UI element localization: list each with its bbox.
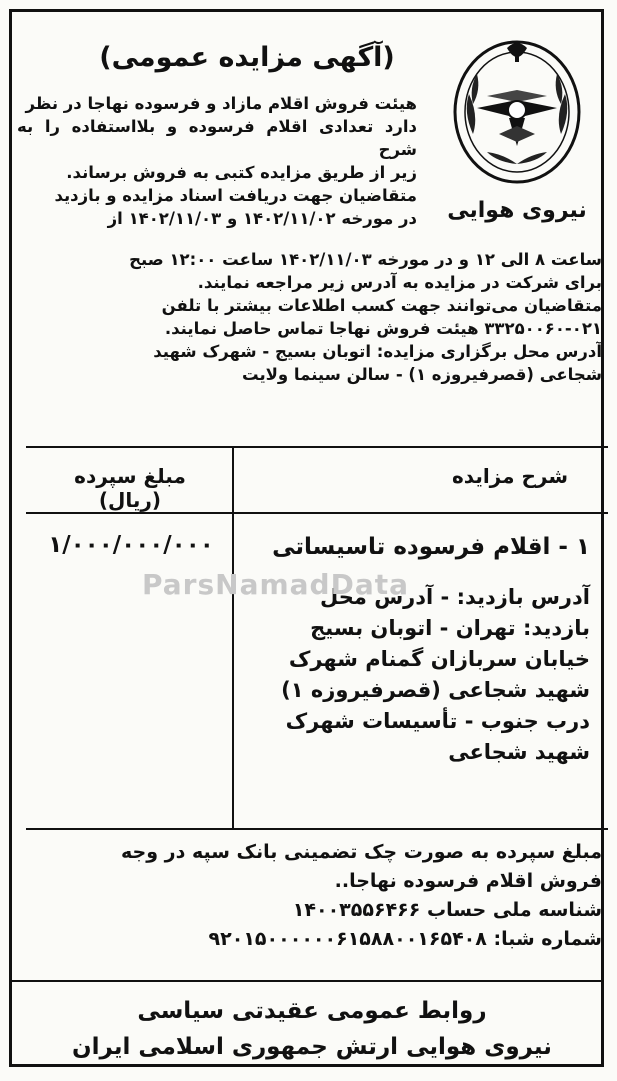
auction-table [26,446,608,830]
account-id: شناسه ملی حساب ۱۴۰۰۳۵۵۶۴۶۶ [292,899,602,921]
address-line: درب جنوب - تأسیسات شهرک [285,709,590,733]
body-line: ۳۳۲۵۰۰۶۰-۰۲۱ هیئت فروش نهاجا تماس حاصل نمایند. [164,319,602,338]
header-deposit: مبلغ سپرده (ریال) [74,464,186,512]
body-line: شجاعی (قصرفیروزه ۱) - سالن سینما ولایت [241,365,602,384]
body-line: ساعت ۸ الی ۱۲ و در مورخه ۱۴۰۲/۱۱/۰۳ ساعت ۱۲:۰۰ صبح [129,250,602,269]
payment-details [34,838,602,954]
intro-line: دارد تعدادی اقلام فرسوده و بلااستفاده را به شرح [17,117,417,159]
address-line: شهید شجاعی [448,740,590,764]
signature-divider [12,980,601,982]
signature-line-2: نیروی هوایی ارتش جمهوری اسلامی ایران [72,1034,552,1060]
payment-line: فروش اقلام فرسوده نهاجا.. [334,870,602,892]
body-paragraph [34,248,602,386]
item-title: ۱ - اقلام فرسوده تاسیساتی [272,534,590,560]
notice-frame [9,9,604,1067]
item-visit-address [240,582,590,768]
notice-title: (آگهی مزایده عمومی) [99,42,395,73]
item-deposit-amount: ۱/۰۰۰/۰۰۰/۰۰۰ [48,532,214,558]
address-line: خیابان سربازان گمنام شهرک [288,647,590,671]
intro-line: هیئت فروش اقلام مازاد و فرسوده نهاجا در نظر [25,94,417,113]
sheba-number: شماره شبا: ۹۲۰۱۵۰۰۰۰۰۰۶۱۵۸۸۰۰۱۶۵۴۰۸ [208,928,602,950]
intro-line: در مورخه ۱۴۰۲/۱۱/۰۲ و ۱۴۰۲/۱۱/۰۳ از [107,209,417,228]
address-line: بازدید: تهران - اتوبان بسیج [310,616,590,640]
watermark: ParsNamadData [142,568,409,601]
intro-line: زیر از طریق مزایده کتبی به فروش برساند. [66,163,417,182]
air-force-logo [437,34,597,223]
table-column-divider [232,448,234,828]
air-force-emblem-icon [447,34,587,194]
address-line: آدرس بازدید: - آدرس محل [320,585,590,609]
logo-caption: نیروی هوایی [447,198,587,223]
intro-paragraph [17,92,417,230]
body-line: آدرس محل برگزاری مزایده: اتوبان بسیج - شهرک شهید [153,342,602,361]
table-header-divider [26,512,608,514]
header-description: شرح مزایده [451,464,568,488]
payment-line: مبلغ سپرده به صورت چک تضمینی بانک سپه در وجه [121,841,602,863]
intro-line: متقاضیان جهت دریافت اسناد مزایده و بازدید [54,186,417,205]
address-line: شهید شجاعی (قصرفیروزه ۱) [281,678,590,702]
body-line: برای شرکت در مزایده به آدرس زیر مراجعه نمایند. [197,273,602,292]
body-line: متقاضیان می‌توانند جهت کسب اطلاعات بیشتر با تلفن [161,296,602,315]
signature-line-1: روابط عمومی عقیدتی سیاسی [137,998,487,1024]
